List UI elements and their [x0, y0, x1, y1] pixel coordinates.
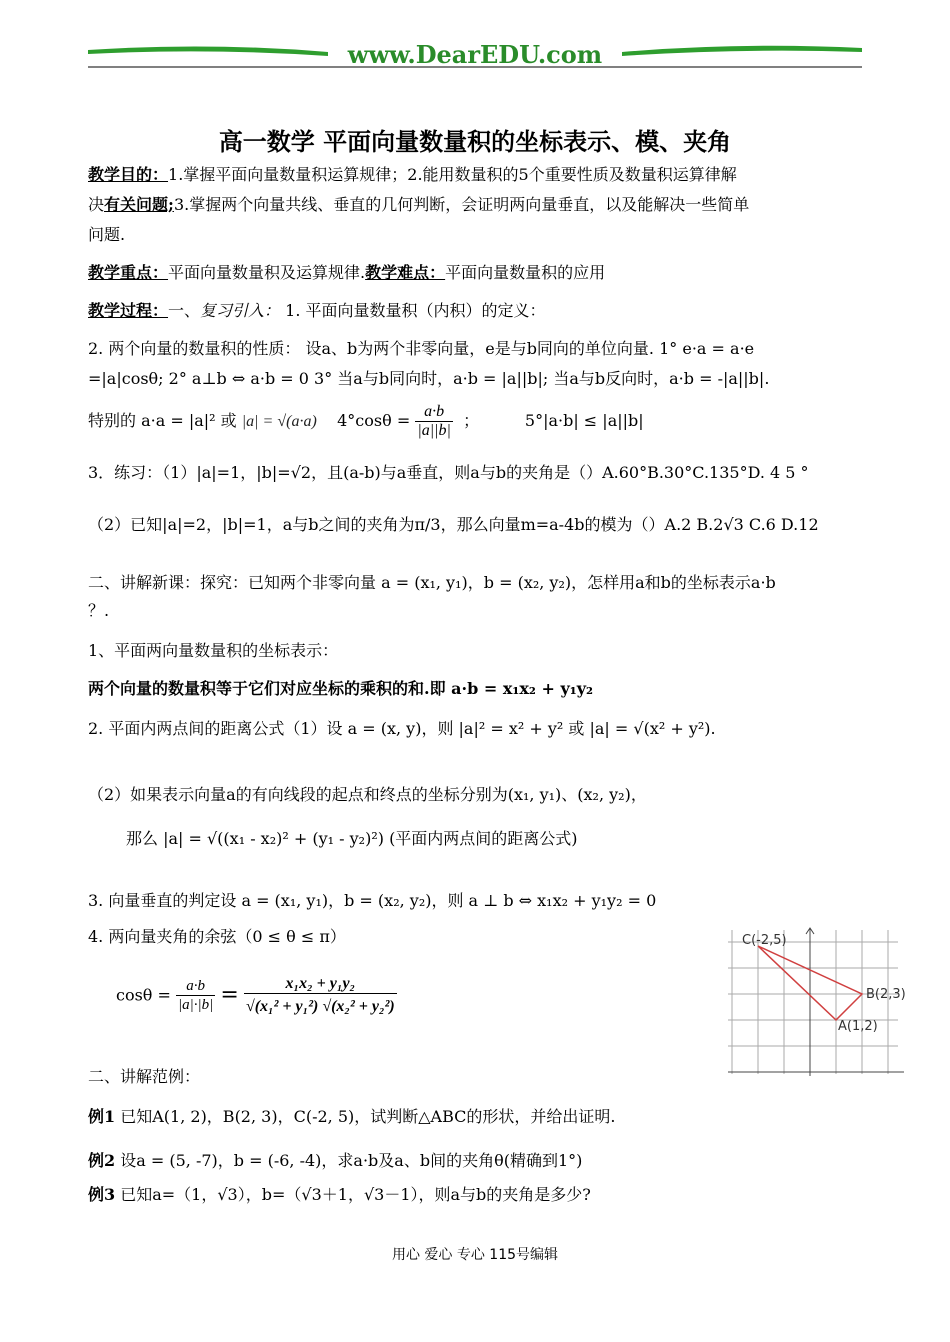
aims-line-2: [88, 194, 862, 216]
aims-line-1: [88, 164, 862, 186]
newlesson-line-1b: ？.: [88, 601, 110, 620]
aims-text: 3.掌握两个向量共线、垂直的几何判断，会证明两向量垂直，以及能解决一些简单: [173, 195, 750, 214]
equals-sign: =: [220, 982, 239, 1008]
example-label: 例1: [88, 1107, 116, 1126]
hard-text: 平面向量数量积的应用: [445, 263, 606, 282]
cos-formula: [116, 975, 397, 1016]
examples-heading: 二、讲解范例：: [88, 1067, 201, 1086]
section-2-line-3: 那么 |a| = √((x₁ - x₂)² + (y₁ - y₂)²) (平面内两点间的距离公式): [126, 829, 578, 848]
section-4-line: 4. 两向量夹角的余弦（0 ≤ θ ≤ π）: [88, 927, 346, 946]
props-text: 特别的 a·a = |a|² 或: [88, 411, 237, 430]
process-part: 一、: [168, 301, 201, 320]
newlesson-line-1: 二、讲解新课：探究：已知两个非零向量 a = (x₁, y₁)，b = (x₂, y₂)，怎样用a和b的坐标表示a·b: [88, 573, 776, 592]
coordinate-figure: [728, 926, 908, 1078]
fraction-denominator: √(x₁² + y₁²) √(x₂² + y₂²): [245, 998, 395, 1015]
page-title: 高一数学 平面向量数量积的坐标表示、模、夹角: [218, 128, 732, 156]
example-label: 例3: [88, 1185, 116, 1204]
props-line-3: [88, 398, 862, 444]
example-text: 已知a=（1，√3），b=（√3＋1，√3－1），则a与b的夹角是多少?: [120, 1185, 591, 1204]
cos-fraction-2: [244, 975, 397, 1016]
process-label: 教学过程：: [88, 301, 169, 320]
props-text: ；: [463, 411, 480, 430]
cos-fraction: [415, 403, 453, 440]
label-point-b: B(2,3): [866, 987, 906, 1002]
header-banner: [88, 38, 862, 74]
fraction-denominator: |a||b|: [417, 422, 451, 439]
example-text: 设a = (5, -7)，b = (-6, -4)，求a·b及a、b间的夹角θ(精确到1°): [120, 1151, 583, 1170]
section-1-rule: 两个向量的数量积等于它们对应坐标的乘积的和.即 a·b = x₁x₂ + y₁y₂: [88, 679, 594, 698]
exercise-line-2: （2）已知|a|=2，|b|=1，a与b之间的夹角为π/3，那么向量m=a-4b的模为（）A.2 B.2√3 C.6 D.12: [88, 515, 819, 534]
aims-label: 教学目的：: [88, 165, 169, 184]
site-logo: www.DearEDU.com: [347, 40, 603, 69]
exercise-line-1: 3．练习：（1）|a|=1，|b|=√2，且(a-b)与a垂直，则a与b的夹角是（）A.60°B.30°C.135°D. 4 5 °: [88, 463, 809, 482]
example-text: 已知A(1, 2)，B(2, 3)，C(-2, 5)，试判断△ABC的形状，并给出证明.: [120, 1107, 616, 1126]
props-line-1: 2. 两个向量的数量积的性质： 设a、b为两个非零向量，e是与b同向的单位向量. 1° e·a = a·e: [88, 339, 755, 358]
cos-label: cosθ =: [116, 985, 171, 1005]
fraction-numerator: a·b: [176, 977, 215, 996]
focus-line: [88, 262, 862, 284]
process-item: 1. 平面向量数量积（内积）的定义：: [285, 301, 546, 320]
cos-fraction-1: [176, 977, 215, 1014]
props-text: 5°|a·b| ≤ |a||b|: [524, 411, 644, 430]
aims-line-3: 问题.: [88, 225, 126, 244]
page-footer: 用心 爱心 专心 115号编辑: [391, 1247, 559, 1263]
props-line-2: =|a|cosθ; 2° a⊥b ⇔ a·b = 0 3° 当a与b同向时，a·b = |a||b|; 当a与b反向时，a·b = -|a||b|.: [88, 369, 770, 388]
aims-text: 决: [88, 195, 105, 214]
process-line: [88, 300, 862, 323]
example-1: [88, 1106, 862, 1128]
focus-text: 平面向量数量积及运算规律.: [168, 263, 366, 282]
section-2-line-2: （2）如果表示向量a的有向线段的起点和终点的坐标分别为(x₁, y₁)、(x₂, y₂)，: [88, 785, 647, 804]
section-3-line: 3. 向量垂直的判定设 a = (x₁, y₁)，b = (x₂, y₂)，则 a ⊥ b ⇔ x₁x₂ + y₁y₂ = 0: [88, 891, 657, 910]
example-label: 例2: [88, 1151, 116, 1170]
section-1-title: 1、平面两向量数量积的坐标表示：: [88, 641, 339, 660]
label-point-c: C(-2,5): [742, 933, 787, 948]
figure-svg: [728, 926, 908, 1078]
norm-formula: |a| = √(a·a): [241, 413, 317, 430]
section-2-line-1: 2. 平面内两点间的距离公式（1）设 a = (x, y)，则 |a|² = x² + y² 或 |a| = √(x² + y²).: [88, 719, 716, 738]
example-2: [88, 1150, 862, 1172]
label-point-a: A(1,2): [838, 1019, 878, 1034]
aims-text: 1.掌握平面向量数量积运算规律；2.能用数量积的5个重要性质及数量积运算律解: [168, 165, 737, 184]
fraction-denominator: |a|·|b|: [178, 997, 214, 1013]
example-3: [88, 1184, 862, 1206]
props-text: 4°cosθ =: [337, 411, 411, 430]
fraction-numerator: x₁x₂ + y₁y₂: [244, 975, 397, 994]
review-label: 复习引入：: [200, 303, 281, 320]
focus-label: 教学重点：: [88, 263, 169, 282]
hard-label: 教学难点：: [365, 263, 446, 282]
fraction-numerator: a·b: [415, 403, 453, 422]
aims-emph: 有关问题;: [104, 195, 174, 214]
